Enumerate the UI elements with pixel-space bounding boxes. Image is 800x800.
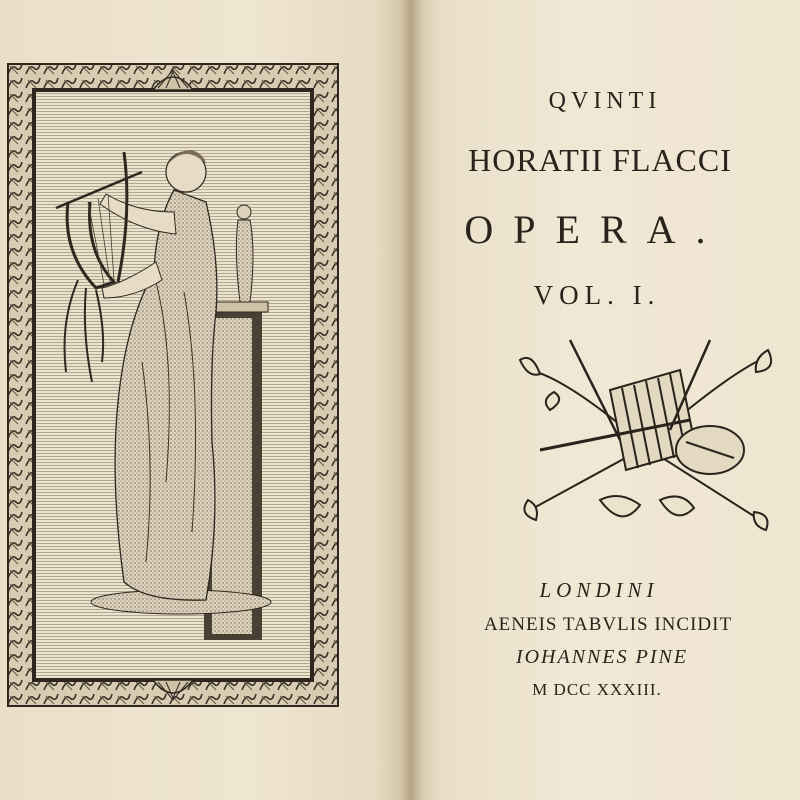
author-name: HORATII FLACCI bbox=[468, 142, 732, 178]
engraving-statement: AENEIS TABVLIS INCIDIT bbox=[483, 614, 733, 635]
imprint-date: M DCC XXXIII. bbox=[532, 680, 662, 699]
imprint-place: LONDINI bbox=[539, 578, 659, 602]
instruments-vignette bbox=[510, 330, 780, 540]
frontispiece-engraving bbox=[6, 62, 340, 708]
author-praenomen: QVINTI bbox=[548, 88, 662, 114]
engraver-name: IOHANNES PINE bbox=[515, 646, 689, 668]
volume-number: VOL. I. bbox=[533, 280, 661, 310]
work-title: OPERA. bbox=[464, 207, 726, 252]
